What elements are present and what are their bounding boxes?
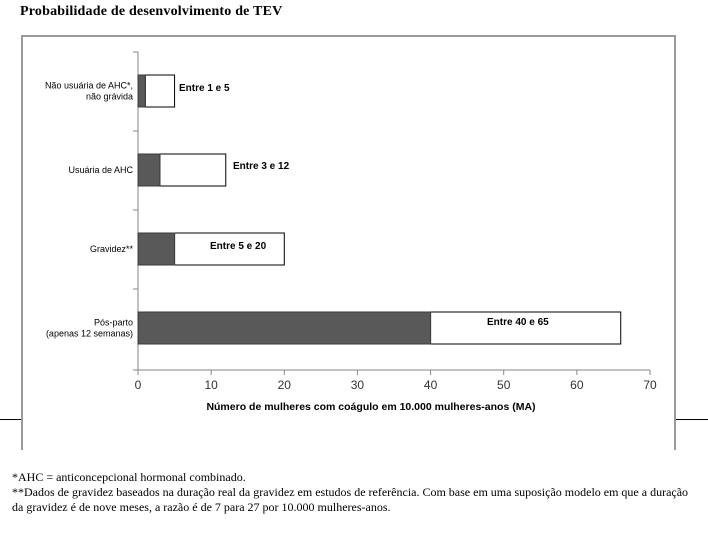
data-label: Entre 3 e 12 bbox=[233, 161, 290, 172]
data-label: Entre 40 e 65 bbox=[487, 317, 549, 328]
category-label: Não usuária de AHC*, bbox=[44, 80, 133, 91]
bar-lower-value bbox=[138, 312, 431, 344]
category-label: Pós-parto bbox=[93, 317, 133, 328]
x-axis-title: Número de mulheres com coágulo em 10.000 mulheres-anos (MA) bbox=[206, 401, 536, 413]
bar-lower-value bbox=[138, 233, 175, 265]
x-tick-label: 0 bbox=[134, 378, 142, 392]
bar-lower-value bbox=[138, 75, 145, 107]
category-label: Gravidez** bbox=[89, 244, 133, 254]
x-tick-label: 50 bbox=[497, 378, 511, 392]
footnote-pregnancy: **Dados de gravidez baseados na duração real da gravidez em estudos de referência. Com base em uma suposição modelo em que a duração da gravidez é de nove meses, a razão é de 7 para 27 por 10.000 mulheres-anos. bbox=[12, 485, 689, 514]
x-tick-label: 40 bbox=[423, 378, 438, 392]
x-tick-label: 20 bbox=[277, 378, 291, 392]
x-tick-label: 60 bbox=[570, 378, 584, 392]
footnote-ahc: *AHC = anticoncepcional hormonal combinado. bbox=[12, 470, 246, 484]
data-label: Entre 5 e 20 bbox=[210, 241, 267, 252]
footnotes bbox=[12, 470, 702, 515]
x-tick-label: 70 bbox=[643, 378, 657, 392]
category-label: (apenas 12 semanas) bbox=[45, 328, 133, 339]
bar-lower-value bbox=[138, 154, 160, 186]
category-label: Usuária de AHC bbox=[68, 165, 133, 175]
x-tick-label: 10 bbox=[204, 378, 218, 392]
data-label: Entre 1 e 5 bbox=[179, 83, 230, 94]
category-label: não grávida bbox=[85, 91, 133, 102]
bar-upper-range bbox=[160, 154, 226, 186]
page-title: Probabilidade de desenvolvimento de TEV bbox=[20, 4, 283, 19]
x-tick-label: 30 bbox=[350, 378, 365, 392]
bar-upper-range bbox=[145, 75, 174, 107]
